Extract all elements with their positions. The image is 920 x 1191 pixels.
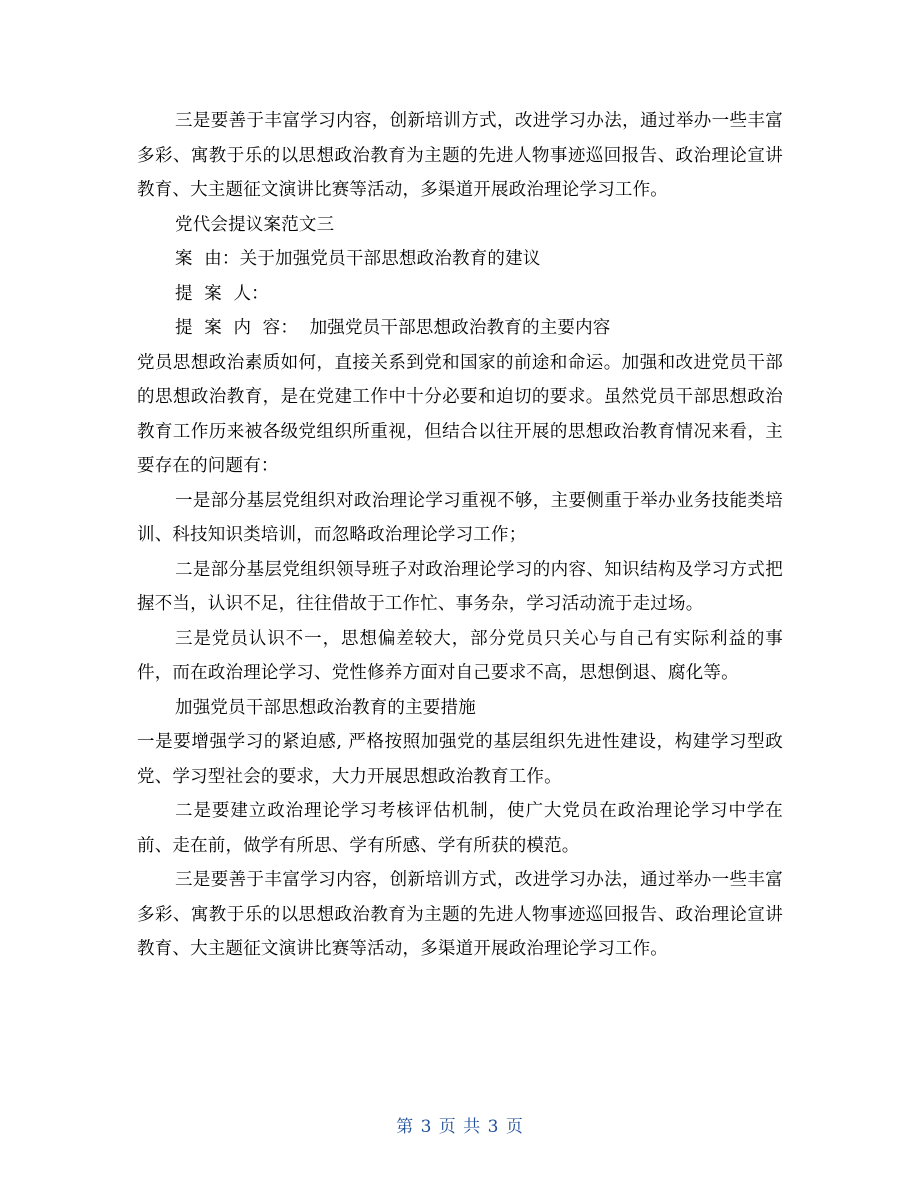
paragraph-4-proposer: 提 案 人：	[175, 283, 269, 304]
paragraph-3-case-reason: 案 由：关于加强党员干部思想政治教育的建议	[175, 249, 541, 269]
paragraph-13: 三是要善于丰富学习内容，创新培训方式，改进学习办法，通过举办一些丰富多彩、寓教于乐的以思想政治教育为主题的先进人物事迹巡回报告、政治理论宣讲教育、大主题征文演讲比赛等活动，多渠道开展政治理论学习工作。	[137, 870, 783, 959]
paragraph-2-heading: 党代会提议案范文三	[175, 214, 335, 235]
paragraph-6: 党员思想政治素质如何，直接关系到党和国家的前途和命运。加强和改进党员干部的思想政治教育，是在党建工作中十分必要和迫切的要求。虽然党员干部思想政治教育工作历来被各级党组织所重视，但结合以往开展的思想政治教育情况来看，主要存在的问题有：	[137, 352, 783, 476]
page-number-label: 第 3 页 共 3 页	[396, 1117, 524, 1137]
page-footer	[0, 1112, 920, 1137]
paragraph-8: 二是部分基层党组织领导班子对政治理论学习的内容、知识结构及学习方式把握不当，认识不足，往往借故于工作忙、事务杂，学习活动流于走过场。	[137, 559, 783, 614]
paragraph-5-proposal-content: 提 案 内 容： 加强党员干部思想政治教育的主要内容	[175, 318, 611, 338]
document-body	[137, 104, 783, 967]
paragraph-10-heading: 加强党员干部思想政治教育的主要措施	[175, 697, 476, 718]
paragraph-9: 三是党员认识不一，思想偏差较大，部分党员只关心与自己有实际利益的事件，而在政治理论学习、党性修养方面对自己要求不高，思想倒退、腐化等。	[137, 628, 783, 683]
paragraph-7: 一是部分基层党组织对政治理论学习重视不够，主要侧重于举办业务技能类培训、科技知识类培训，而忽略政治理论学习工作；	[137, 490, 783, 545]
paragraph-11: 一是要增强学习的紧迫感, 严格按照加强党的基层组织先进性建设，构建学习型政党、学习型社会的要求，大力开展思想政治教育工作。	[137, 732, 783, 787]
paragraph-12: 二是要建立政治理论学习考核评估机制，使广大党员在政治理论学习中学在前、走在前，做学有所思、学有所感、学有所获的模范。	[137, 801, 783, 856]
paragraph-1: 三是要善于丰富学习内容，创新培训方式，改进学习办法，通过举办一些丰富多彩、寓教于乐的以思想政治教育为主题的先进人物事迹巡回报告、政治理论宣讲教育、大主题征文演讲比赛等活动，多渠道开展政治理论学习工作。	[137, 111, 783, 200]
